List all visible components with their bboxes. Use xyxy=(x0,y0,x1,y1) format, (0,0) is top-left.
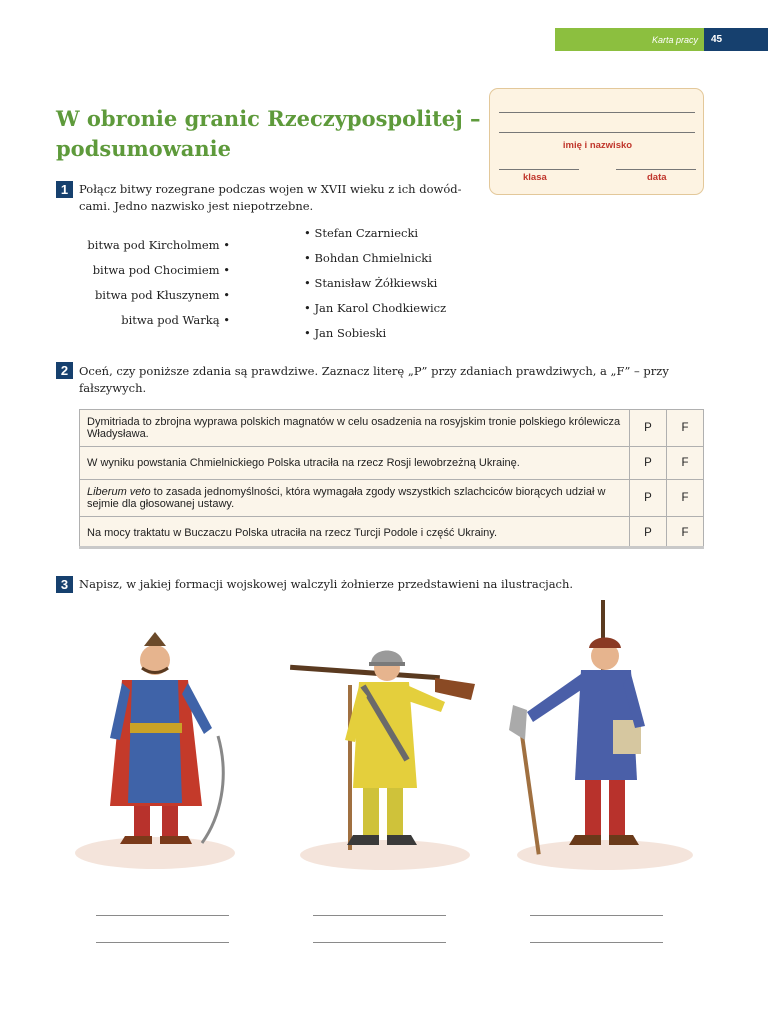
table-row xyxy=(80,447,704,480)
commander-item[interactable]: • Jan Karol Chodkiewicz xyxy=(304,301,447,315)
haiduk-soldier-illustration xyxy=(505,600,700,875)
class-line[interactable] xyxy=(499,169,579,170)
table-row xyxy=(80,410,704,447)
answer-line[interactable] xyxy=(530,942,663,943)
true-option[interactable]: P xyxy=(630,517,667,549)
header-label: Karta pracy xyxy=(555,28,704,51)
name-label: imię i nazwisko xyxy=(562,140,633,151)
commander-item[interactable]: • Bohdan Chmielnicki xyxy=(304,251,432,265)
commander-item[interactable]: • Stefan Czarniecki xyxy=(304,226,419,240)
true-false-table xyxy=(79,409,704,549)
student-info-box xyxy=(489,88,704,195)
exercise-2-instruction-line-2: fałszywych. xyxy=(79,381,147,395)
battle-item[interactable]: bitwa pod Chocimiem • xyxy=(92,263,230,277)
statement-text xyxy=(80,480,630,517)
battle-item[interactable]: bitwa pod Kłuszynem • xyxy=(94,288,230,302)
answer-line[interactable] xyxy=(530,915,663,916)
answer-line[interactable] xyxy=(96,942,229,943)
commander-item[interactable]: • Stanisław Żółkiewski xyxy=(304,276,438,290)
false-option[interactable]: F xyxy=(667,410,704,447)
commander-item[interactable]: • Jan Sobieski xyxy=(304,326,387,340)
answer-line[interactable] xyxy=(313,915,446,916)
exercise-1-instruction xyxy=(79,181,489,215)
page-title: W obronie granic Rzeczypospolitej – podsumowanie xyxy=(56,106,481,161)
name-line-1[interactable] xyxy=(499,112,695,113)
exercise-1-instruction-line-1: Połącz bitwy rozegrane podczas wojen w XVII wieku z ich dowód- xyxy=(79,182,462,196)
false-option[interactable]: F xyxy=(667,517,704,549)
table-row xyxy=(80,480,704,517)
exercise-1-number: 1 xyxy=(56,181,73,198)
battle-item[interactable]: bitwa pod Warką • xyxy=(121,313,230,327)
class-label: klasa xyxy=(523,172,547,183)
exercise-3-number: 3 xyxy=(56,576,73,593)
true-option[interactable]: P xyxy=(630,447,667,480)
header-tab xyxy=(555,28,768,51)
exercise-3-instruction: Napisz, w jakiej formacji wojskowej walczyli żołnierze przedstawieni na ilustracjach. xyxy=(79,577,574,591)
table-shadow xyxy=(79,546,704,549)
name-line-2[interactable] xyxy=(499,132,695,133)
battle-item[interactable]: bitwa pod Kircholmem • xyxy=(87,238,230,252)
true-option[interactable]: P xyxy=(630,410,667,447)
date-line[interactable] xyxy=(616,169,696,170)
cossack-soldier-illustration xyxy=(70,628,240,873)
exercise-2-instruction-line-1: Oceń, czy poniższe zdania są prawdziwe. Zaznacz literę „P” przy zdaniach prawdziwych, a „F” – przy xyxy=(79,364,669,378)
page-number: 45 xyxy=(704,28,768,51)
false-option[interactable]: F xyxy=(667,480,704,517)
statement-text: Dymitriada to zbrojna wyprawa polskich magnatów w celu osadzenia na rosyjskim tronie polskiego królewicza Władysława. xyxy=(80,410,630,447)
table-row xyxy=(80,517,704,549)
true-option[interactable]: P xyxy=(630,480,667,517)
statement-italic-term: Liberum veto xyxy=(87,486,151,498)
exercise-2-instruction xyxy=(79,363,704,397)
exercise-1-instruction-line-2: cami. Jedno nazwisko jest niepotrzebne. xyxy=(79,199,314,213)
answer-line[interactable] xyxy=(313,942,446,943)
statement-text: W wyniku powstania Chmielnickiego Polska utraciła na rzecz Rosji lewobrzeżną Ukrainę. xyxy=(80,447,630,480)
exercise-2-number: 2 xyxy=(56,362,73,379)
musketeer-soldier-illustration xyxy=(285,640,485,875)
statement-text: Na mocy traktatu w Buczaczu Polska utraciła na rzecz Turcji Podole i część Ukrainy. xyxy=(80,517,630,549)
answer-line[interactable] xyxy=(96,915,229,916)
false-option[interactable]: F xyxy=(667,447,704,480)
date-label: data xyxy=(647,172,667,183)
statement-rest: to zasada jednomyślności, która wymagała zgody wszystkich szlachciców biorących udział w sejmie dla głosowanej ustawy. xyxy=(87,486,606,510)
